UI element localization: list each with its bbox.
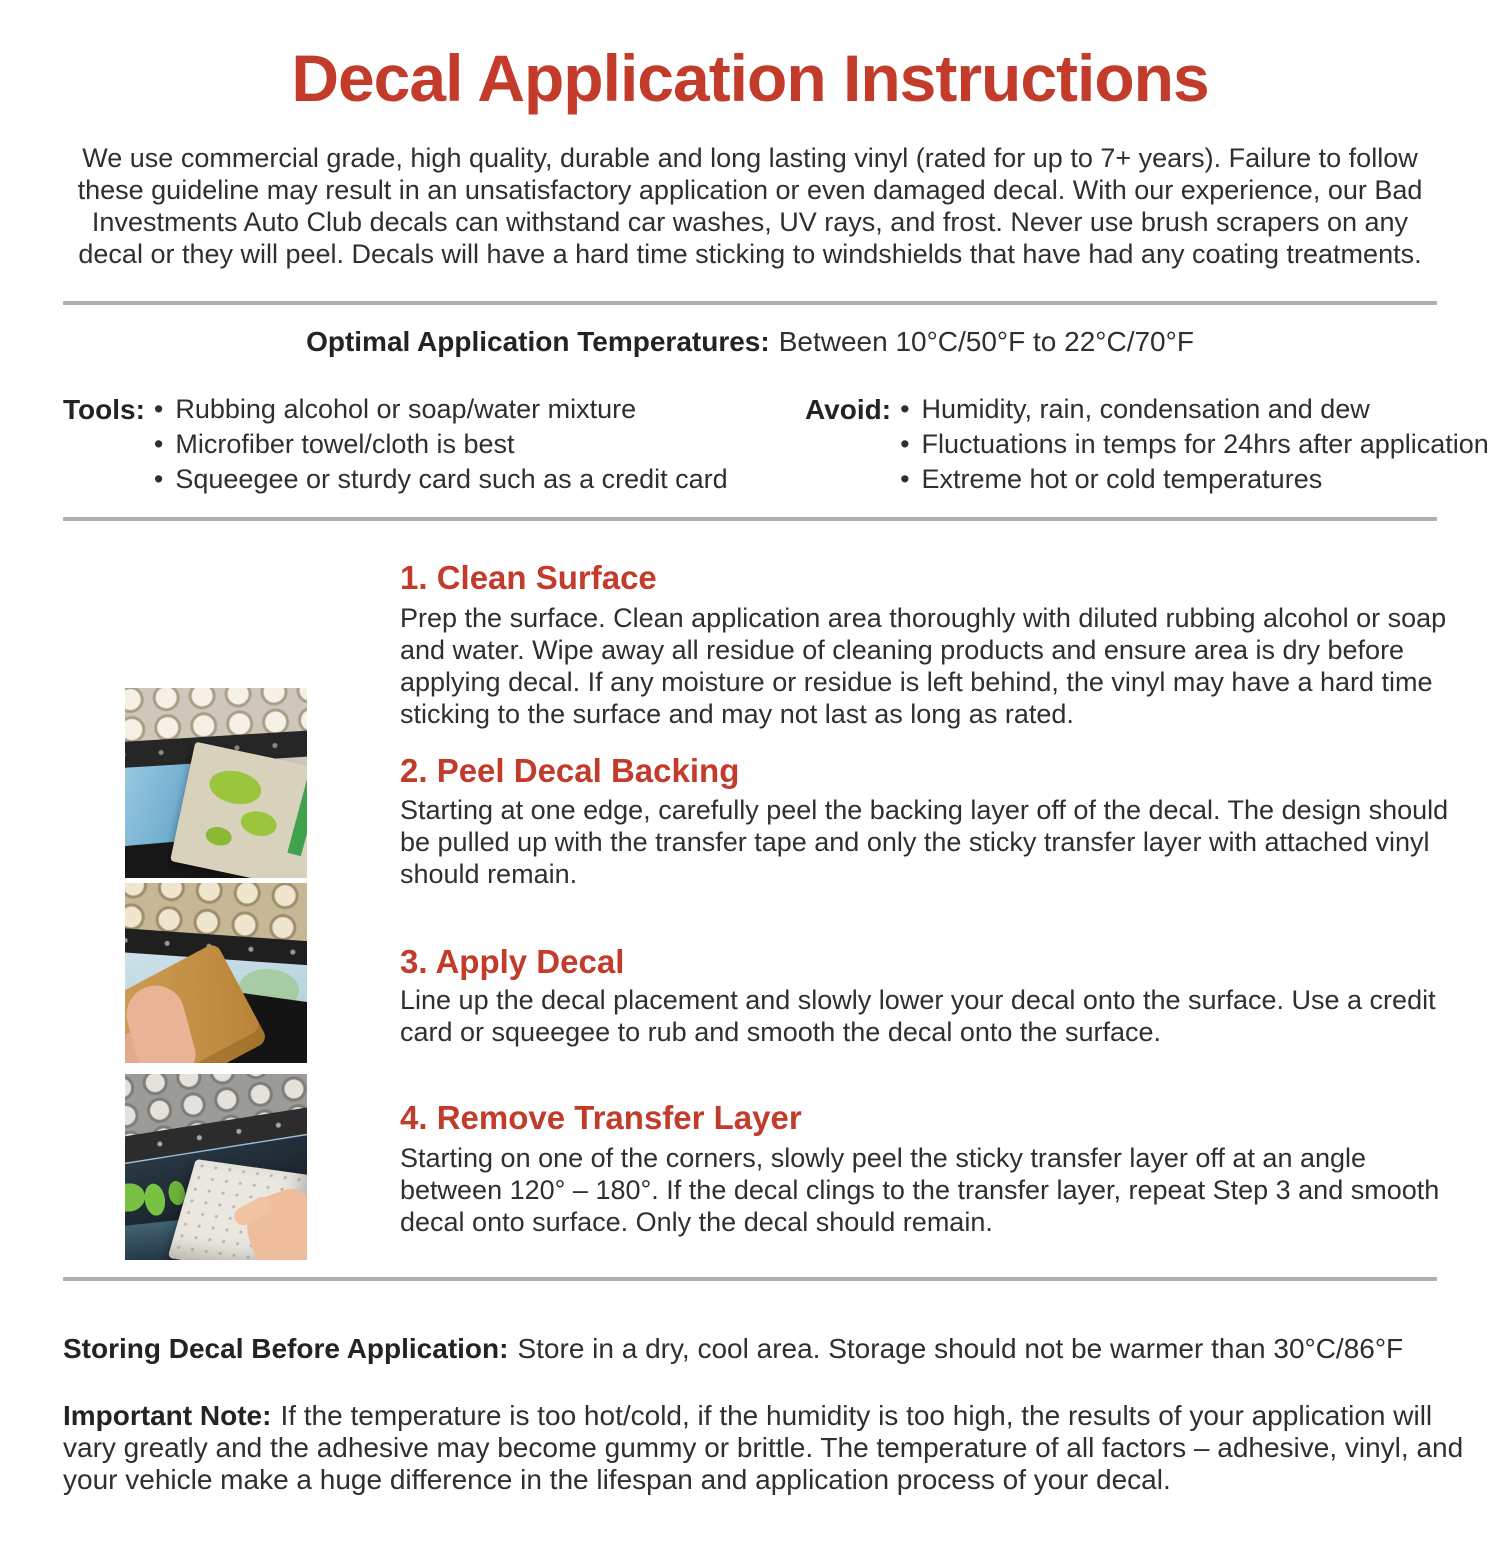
important-note-text: If the temperature is too hot/cold, if the humidity is too high, the results of your application will vary greatly and the adhesive may become gummy or brittle. The temperature of all factors – adhesive, vinyl, and your vehicle make a huge difference in the lifespan and application process of your decal. [63, 1400, 1464, 1495]
important-note [63, 1400, 1475, 1496]
step3-body: Line up the decal placement and slowly lower your decal onto the surface. Use a credit card or squeegee to rub and smooth the decal onto the surface. [400, 985, 1436, 1047]
intro-paragraph: We use commercial grade, high quality, durable and long lasting vinyl (rated for up to 7+ years). Failure to follow these guideline may result in an unsatisfactory application or even damaged decal. With our experience, our Bad Investments Auto Club decals can withstand car washes, UV rays, and frost. Never use brush scrapers on any decal or they will peel. Decals will have a hard time sticking to windshields that have had any coating treatments. [77, 143, 1423, 269]
step1-body: Prep the surface. Clean application area thoroughly with diluted rubbing alcohol or soap and water. Wipe away all residue of cleaning products and ensure area is dry before applying decal. If any moisture or residue is left behind, the vinyl may have a hard time sticking to the surface and may not last as long as rated. [400, 603, 1447, 729]
storing-line [63, 1332, 1463, 1366]
divider [63, 1277, 1437, 1281]
step3-squeegee-photo [125, 883, 307, 1063]
storing-label: Storing Decal Before Application: [63, 1333, 509, 1364]
list-item: • Microfiber towel/cloth is best [154, 427, 728, 462]
step1-heading: 1. Clean Surface [400, 559, 657, 596]
step3-heading: 3. Apply Decal [400, 943, 625, 980]
optimal-temperatures-line [0, 326, 1500, 358]
tools-list [63, 392, 728, 497]
step4-remove-transfer-photo [125, 1074, 307, 1260]
photo-layer-backing-paper [170, 742, 307, 878]
step2-body: Starting at one edge, carefully peel the backing layer off of the decal. The design should be pulled up with the transfer tape and only the sticky transfer layer with attached vinyl should remain. [400, 795, 1449, 889]
tools-items [154, 392, 728, 497]
step4-heading: 4. Remove Transfer Layer [400, 1099, 802, 1136]
optimal-temperatures-value: Between 10°C/50°F to 22°C/70°F [778, 326, 1194, 357]
step2-heading: 2. Peel Decal Backing [400, 752, 740, 789]
list-item: • Squeegee or sturdy card such as a credit card [154, 462, 728, 497]
tools-label: Tools: [63, 394, 145, 425]
step1-peel-backing-photo [125, 688, 307, 878]
important-note-label: Important Note: [63, 1400, 272, 1431]
steps-section [0, 520, 1500, 1278]
list-item: • Fluctuations in temps for 24hrs after application [900, 427, 1489, 462]
divider [63, 301, 1437, 305]
list-item: • Rubbing alcohol or soap/water mixture [154, 392, 728, 427]
avoid-items [900, 392, 1489, 497]
list-item: • Extreme hot or cold temperatures [900, 462, 1489, 497]
page-title: Decal Application Instructions [291, 41, 1209, 115]
avoid-label: Avoid: [805, 394, 892, 425]
step4-body: Starting on one of the corners, slowly peel the sticky transfer layer off at an angle between 120° – 180°. If the decal clings to the transfer layer, repeat Step 3 and smooth decal onto surface. Only the decal should remain. [400, 1143, 1440, 1237]
avoid-list [805, 392, 1489, 497]
optimal-temperatures-label: Optimal Application Temperatures: [306, 326, 770, 357]
storing-text: Store in a dry, cool area. Storage should not be warmer than 30°C/86°F [517, 1333, 1404, 1364]
list-item: • Humidity, rain, condensation and dew [900, 392, 1489, 427]
